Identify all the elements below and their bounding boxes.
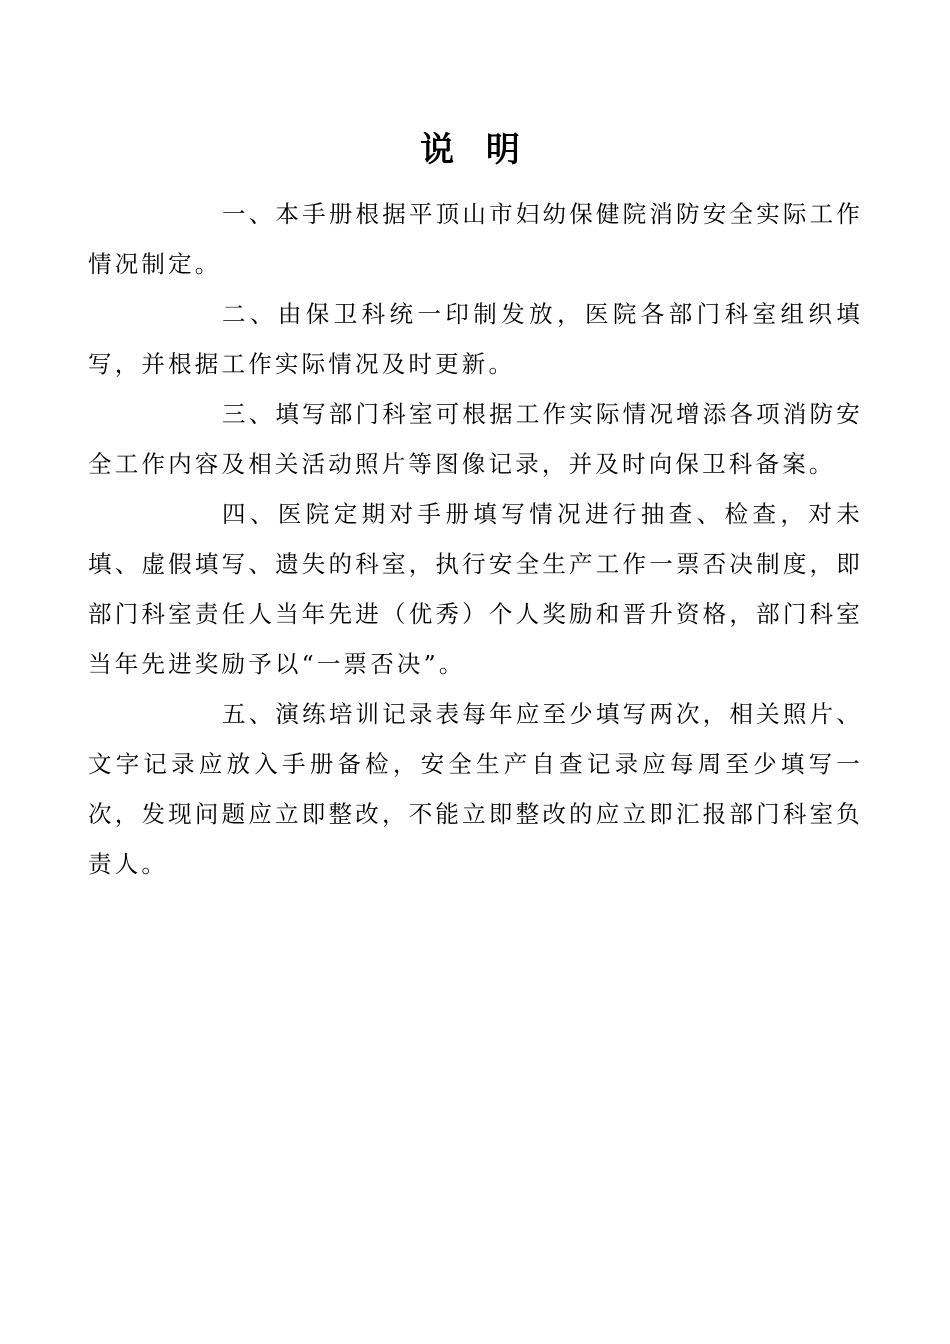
page-title: 说 明	[420, 130, 530, 170]
paragraph-1: 一、本手册根据平顶山市妇幼保健院消防安全实际工作情况制定。	[88, 200, 863, 278]
paragraph-3: 三、填写部门科室可根据工作实际情况增添各项消防安全工作内容及相关活动照片等图像记录，并及时向保卫科备案。	[88, 400, 863, 478]
paragraph-4: 四、医院定期对手册填写情况进行抽查、检查，对未填、虚假填写、遗失的科室，执行安全生产工作一票否决制度，即部门科室责任人当年先进（优秀）个人奖励和晋升资格，部门科室当年先进奖励予以“一票否决”。	[88, 500, 863, 678]
paragraph-2: 二、由保卫科统一印制发放，医院各部门科室组织填写，并根据工作实际情况及时更新。	[88, 300, 863, 378]
paragraph-5: 五、演练培训记录表每年应至少填写两次，相关照片、文字记录应放入手册备检，安全生产自查记录应每周至少填写一次，发现问题应立即整改，不能立即整改的应立即汇报部门科室负责人。	[88, 700, 863, 878]
document-body	[88, 189, 863, 889]
